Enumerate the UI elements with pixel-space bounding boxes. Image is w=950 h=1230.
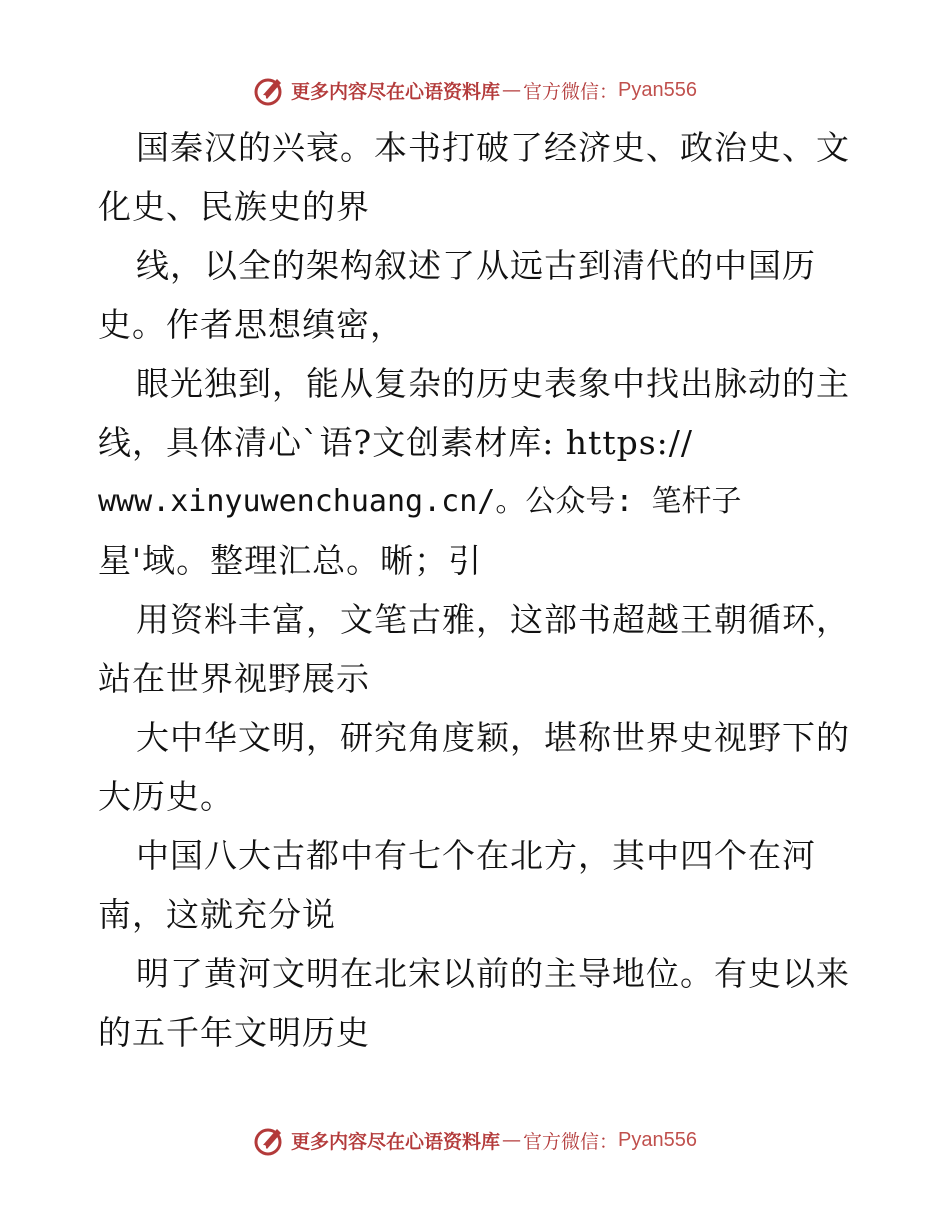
footer-wechat-label: 官方微信： <box>523 1130 619 1153</box>
header-watermark-text: 更多内容尽在心语资料库 <box>291 80 501 103</box>
header-wechat-id: Pyan556 <box>618 78 697 101</box>
text-line: 大历史。 <box>98 777 234 816</box>
text-line: 星'域。整理汇总。晰；引 <box>98 541 483 580</box>
pen-nib-logo-icon <box>253 73 287 107</box>
text-line: 史。作者思想缜密， <box>98 305 404 344</box>
footer-watermark <box>0 1120 950 1160</box>
text-line: 化史、民族史的界 <box>98 187 370 226</box>
pen-nib-logo-icon <box>253 1123 287 1157</box>
text-line: 线，具体清心`语?文创素材库: https:// <box>98 423 693 462</box>
text-line: 明了黄河文明在北宋以前的主导地位。有史以来 <box>136 954 850 993</box>
text-line: 的五千年文明历史 <box>98 1013 370 1052</box>
text-line: 南，这就充分说 <box>98 895 336 934</box>
document-body <box>98 118 878 1062</box>
footer-watermark-text: 更多内容尽在心语资料库 <box>291 1130 501 1153</box>
text-line: 中国八大古都中有七个在北方，其中四个在河 <box>136 836 816 875</box>
header-wechat-label: 官方微信： <box>523 80 619 103</box>
text-line-url: www.xinyuwenchuang.cn/。公众号: 笔杆子 <box>98 484 742 519</box>
footer-wechat-id: Pyan556 <box>618 1128 697 1151</box>
text-line: 大中华文明，研究角度颖，堪称世界史视野下的 <box>136 718 850 757</box>
header-watermark <box>0 70 950 110</box>
text-line: 站在世界视野展示 <box>98 659 370 698</box>
header-dash: — <box>502 79 522 101</box>
text-line: 国秦汉的兴衰。本书打破了经济史、政治史、文 <box>136 128 850 167</box>
footer-dash: — <box>502 1129 522 1151</box>
text-line: 用资料丰富，文笔古雅，这部书超越王朝循环， <box>136 600 850 639</box>
text-line: 线，以全的架构叙述了从远古到清代的中国历 <box>136 246 816 285</box>
text-line: 眼光独到，能从复杂的历史表象中找出脉动的主 <box>136 364 850 403</box>
